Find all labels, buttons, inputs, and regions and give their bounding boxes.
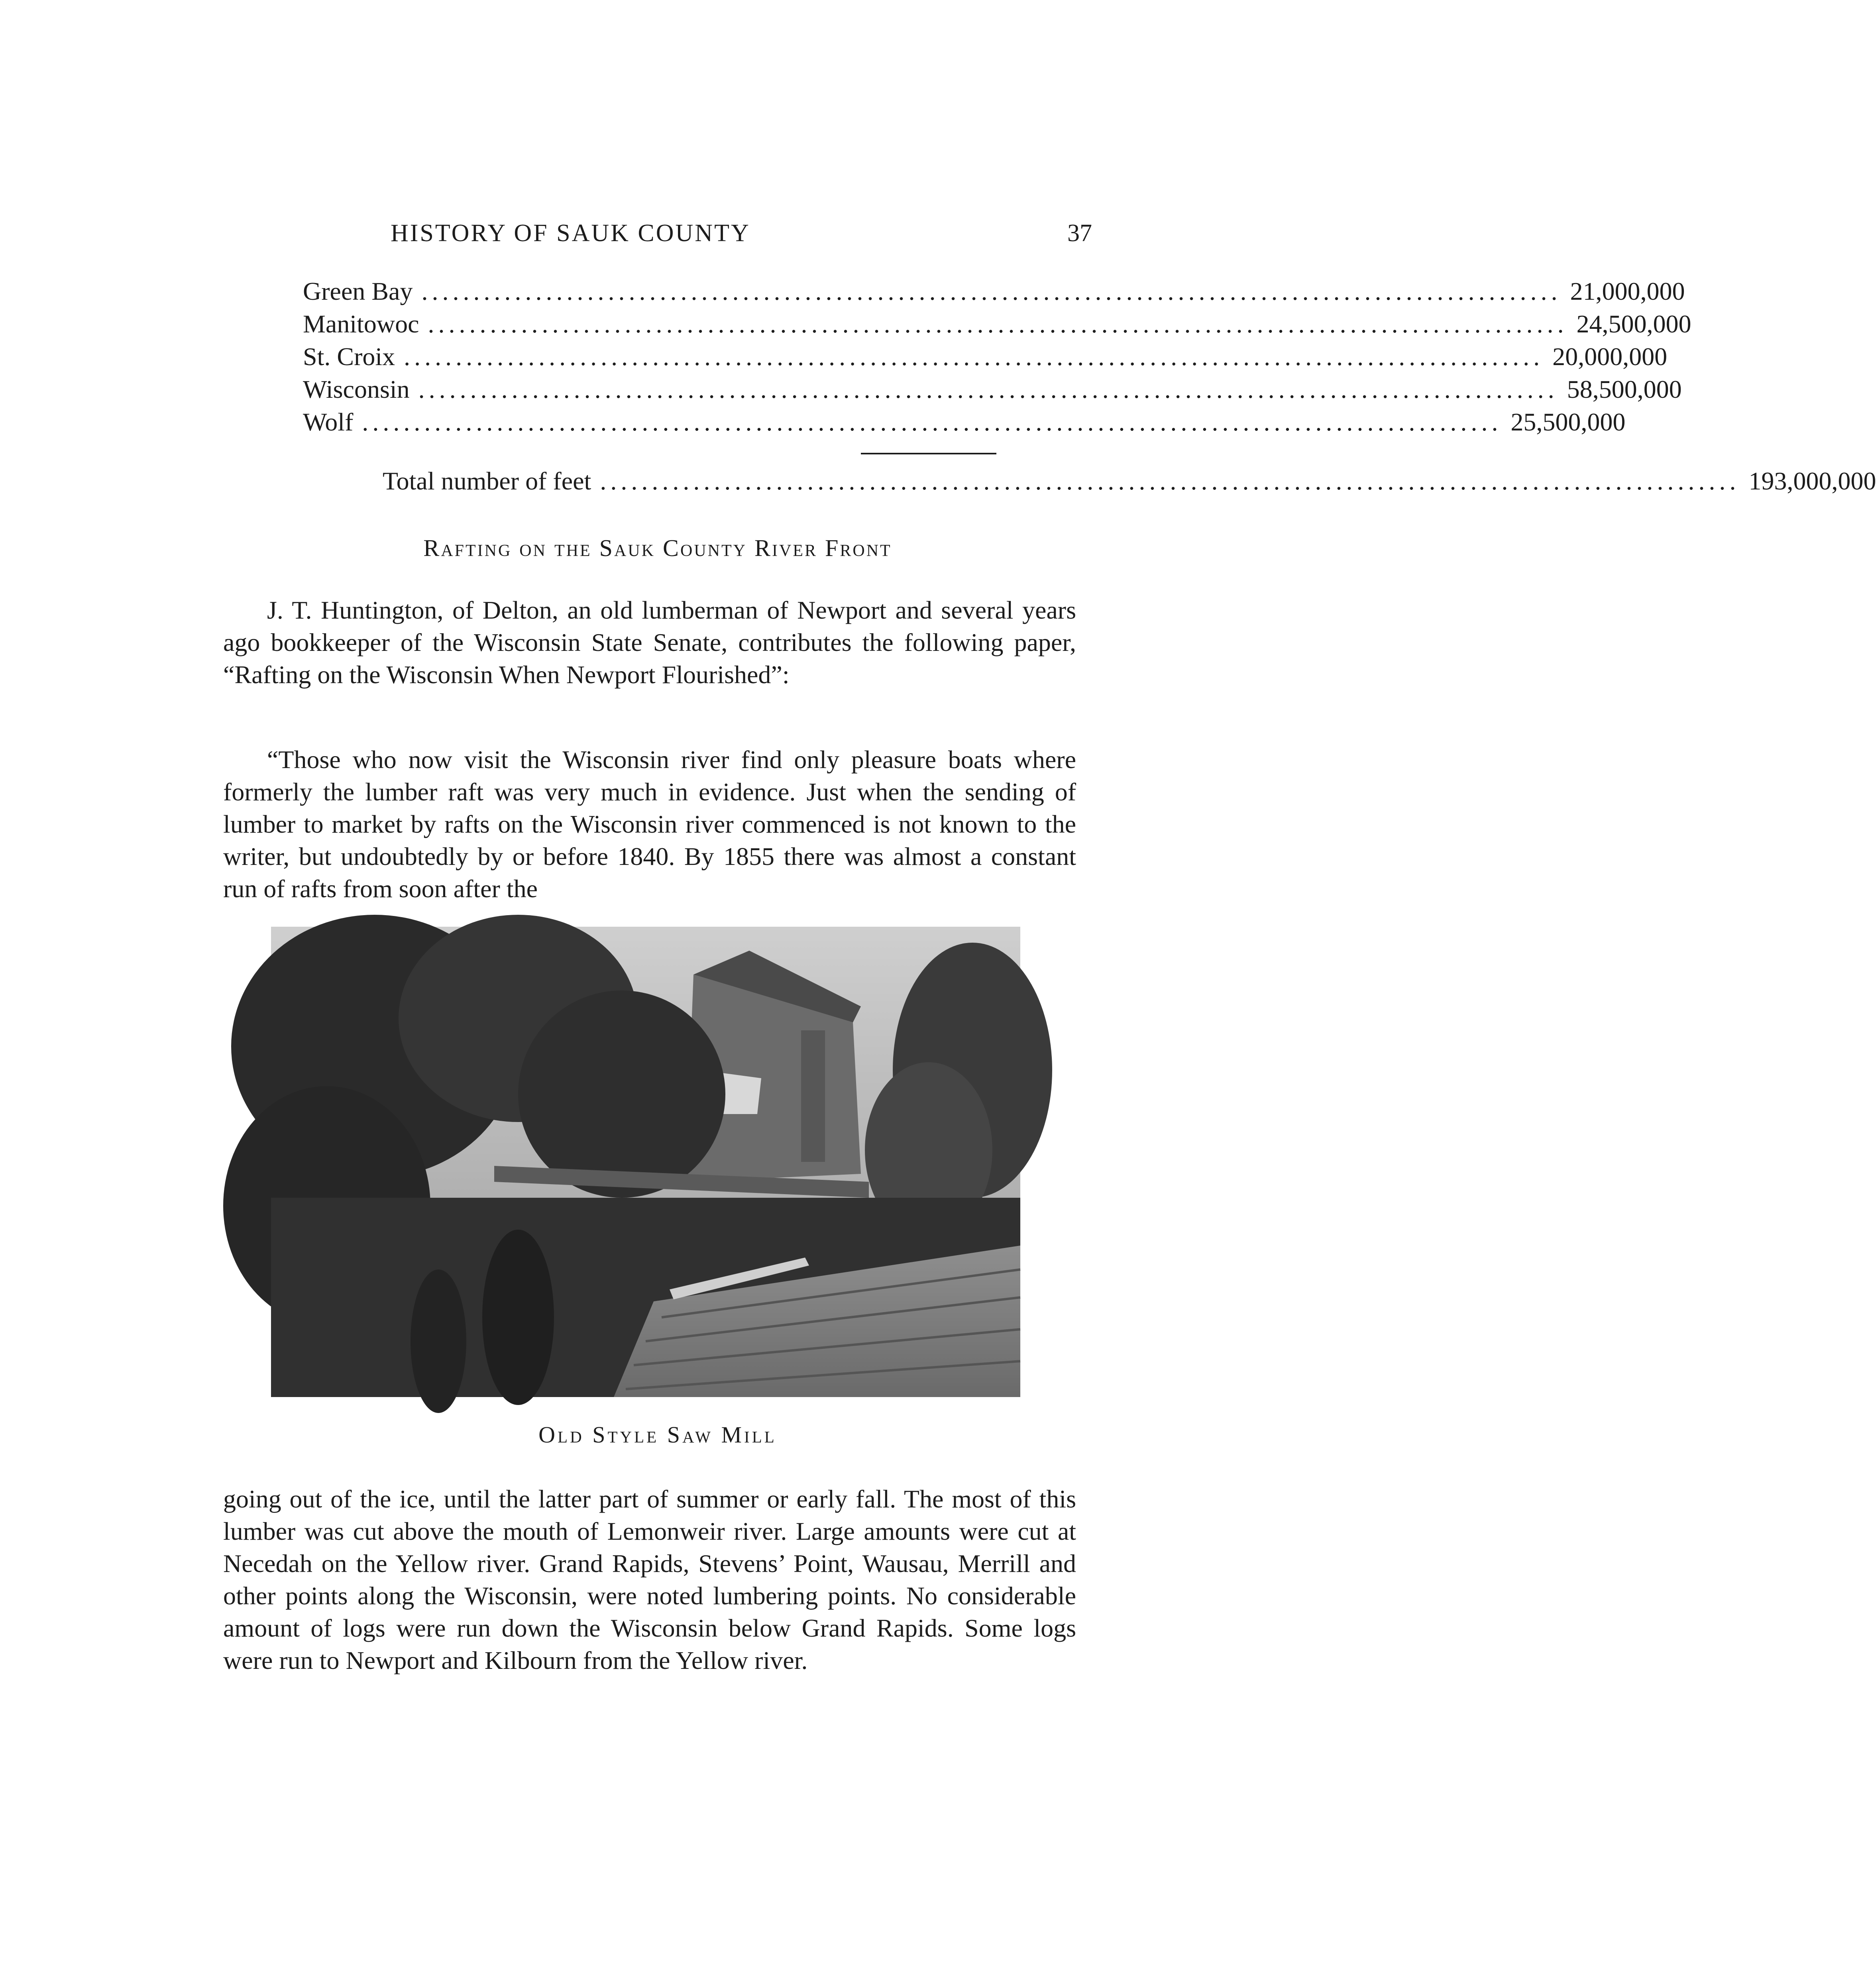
table-row [303,406,1626,438]
table-row [303,308,1691,340]
paragraph-continuation: going out of the ice, until the latter part of summer or early fall. The most of this lumber was cut above the mouth of Lemonweir river. Large amounts were cut at Necedah on the Yellow river. Grand Rapids, Stevens’ Point, Wausau, Merrill and other points along the Wisconsin, were noted lumbering points. No considerable amount of logs were run down the Wisconsin below Grand Rapids. Some logs were run to Newport and Kilbourn from the Yellow river. [223,1485,1076,1674]
table-row [303,275,1685,308]
total-row [303,465,1876,497]
page-header [223,215,1092,251]
page-number: 37 [1067,220,1092,247]
row-amount: 25,500,000 [1511,408,1626,436]
lumber-table [303,275,1876,497]
row-name: Manitowoc [303,310,419,338]
row-name: Green Bay [303,277,413,305]
dot-leader: .............................................................................................................. [362,408,1502,436]
total-amount: 193,000,000 [1748,467,1876,495]
total-rule [861,453,996,454]
figure-caption: Old Style Saw Mill [538,1422,777,1448]
saw-mill-photo-illustration [271,927,1020,1397]
saw-mill-photo [271,927,1020,1397]
row-amount: 20,000,000 [1552,342,1668,371]
section-heading: Rafting on the Sauk County River Front [423,535,892,561]
paragraph-intro: J. T. Huntington, of Delton, an old lumberman of Newport and several years ago bookkeeper of the Wisconsin State Senate, contributes the following paper, “Rafting on the Wisconsin When Newport Flourished”: [223,596,1076,689]
dot-leader: .............................................................................................................. [428,310,1568,338]
dot-leader: .............................................................................................................. [404,342,1544,371]
table-row [303,340,1668,373]
row-amount: 24,500,000 [1576,310,1691,338]
row-name: Wolf [303,408,354,436]
dot-leader: .............................................................................................................. [600,467,1740,495]
row-amount: 21,000,000 [1570,277,1685,305]
dot-leader: .............................................................................................................. [418,375,1558,403]
paragraph-quote-start: “Those who now visit the Wisconsin river find only pleasure boats where formerly the lumber raft was very much in evidence. Just when the sending of lumber to market by rafts on the Wisconsin river commenced is not known to the writer, but undoubtedly by or before 1840. By 1855 there was almost a constant run of rafts from soon after the [223,745,1076,903]
total-label: Total number of feet [383,467,591,495]
table-row [303,373,1682,406]
dot-leader: .............................................................................................................. [421,277,1562,305]
row-amount: 58,500,000 [1567,375,1682,403]
row-name: St. Croix [303,342,395,371]
running-head: HISTORY OF SAUK COUNTY [391,220,750,247]
row-name: Wisconsin [303,375,410,403]
